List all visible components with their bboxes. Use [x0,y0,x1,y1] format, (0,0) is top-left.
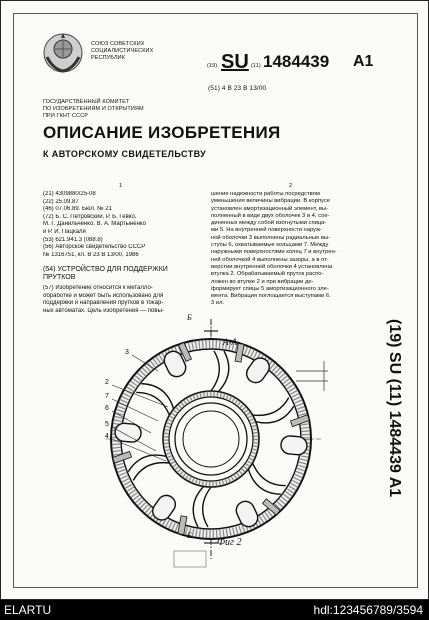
abstract-left: (57) Изобретение относится к металло- обработке и может быть использовано для поддержки и направления прутков в токар- ных автоматах. Цель изобретения — повы- [43,285,164,314]
section-mark-bottom: Б [187,531,192,540]
callout-3: 3 [125,349,129,356]
section-mark-top: Б [187,313,192,322]
abstract-right: шение надежности работы посредством уменьшения величины вибрации. В корпусе установлен амортизационный элемент, вы- полненный в виде двух оболочек 3 и 4, сое- диненных между собой изогнутыми спица- ми 5. На внутренней поверхности наруж- ной оболочки 3 выполнены радиальные вы- ступы 6, охватываемые кольцами 7. Между наружными поверхностями колец 7 и внутрен- ней оболочкой 4 выполнены зазоры, а в от- верстии внутренней оболочки 4 установлена втулка 2. Обрабатываемый пруток распо- ложен во втулке 2 и при вибрации де- формирует спицы 5 амортизационного эле- мента. Вибрация поглощается выступами 6. 3 ил. [211,191,337,307]
invention-title: (54) УСТРОЙСТВО ДЛЯ ПОДДЕРЖКИ ПРУТКОВ [43,266,168,281]
footer-handle: hdl:123456789/3594 [313,603,423,617]
figure-caption: Фиг 2 [217,537,242,548]
column-number-right: 2 [289,183,293,189]
country-name: СОЮЗ СОВЕТСКИХ СОЦИАЛИСТИЧЕСКИХ РЕСПУБЛИК [91,41,154,61]
footer-bar [0,600,429,620]
patent-kind: A1 [353,53,374,70]
callout-2: 2 [105,379,109,386]
column-number-left: 1 [119,183,123,189]
code-19: (19) [207,63,218,69]
footer-source: ELARTU [4,603,52,617]
ussr-emblem-icon [41,31,85,75]
callout-7: 7 [105,393,109,400]
side-patent-number: (19) SU (11) 1484439 A1 [386,319,403,498]
document-title: ОПИСАНИЕ ИЗОБРЕТЕНИЯ [43,123,281,142]
country-code: SU [221,51,249,73]
callout-6: 6 [105,405,109,412]
callout-4: 4 [105,433,109,440]
technical-drawing [96,311,336,571]
ipc-class: (51) 4 В 23 В 13/00 [208,85,267,92]
callout-5: 5 [105,421,109,428]
section-label: А-А [223,337,237,347]
committee-name: ГОСУДАРСТВЕННЫЙ КОМИТЕТ ПО ИЗОБРЕТЕНИЯМ И ОТКРЫТИЯМ ПРИ ГКНТ СССР [43,99,144,120]
patent-number: 1484439 [263,52,330,71]
bibliographic-data: (21) 4309880/25-08 (22) 25.09.87 (46) 07.06.89. Бюл. № 21 (72) Б. С. Петровский, Р. Б. Гевко, М. Г. Данильченко, В. А. Мартыненко и Р. И. Пацкаля (53) 621.941.3 (088.8) (56) Авторское свидетельство СССР № 1316751, кл. В 23 В 13/00, 1986 [43,191,146,258]
document-subtitle: К АВТОРСКОМУ СВИДЕТЕЛЬСТВУ [43,149,207,159]
code-11: (11) [251,63,261,69]
